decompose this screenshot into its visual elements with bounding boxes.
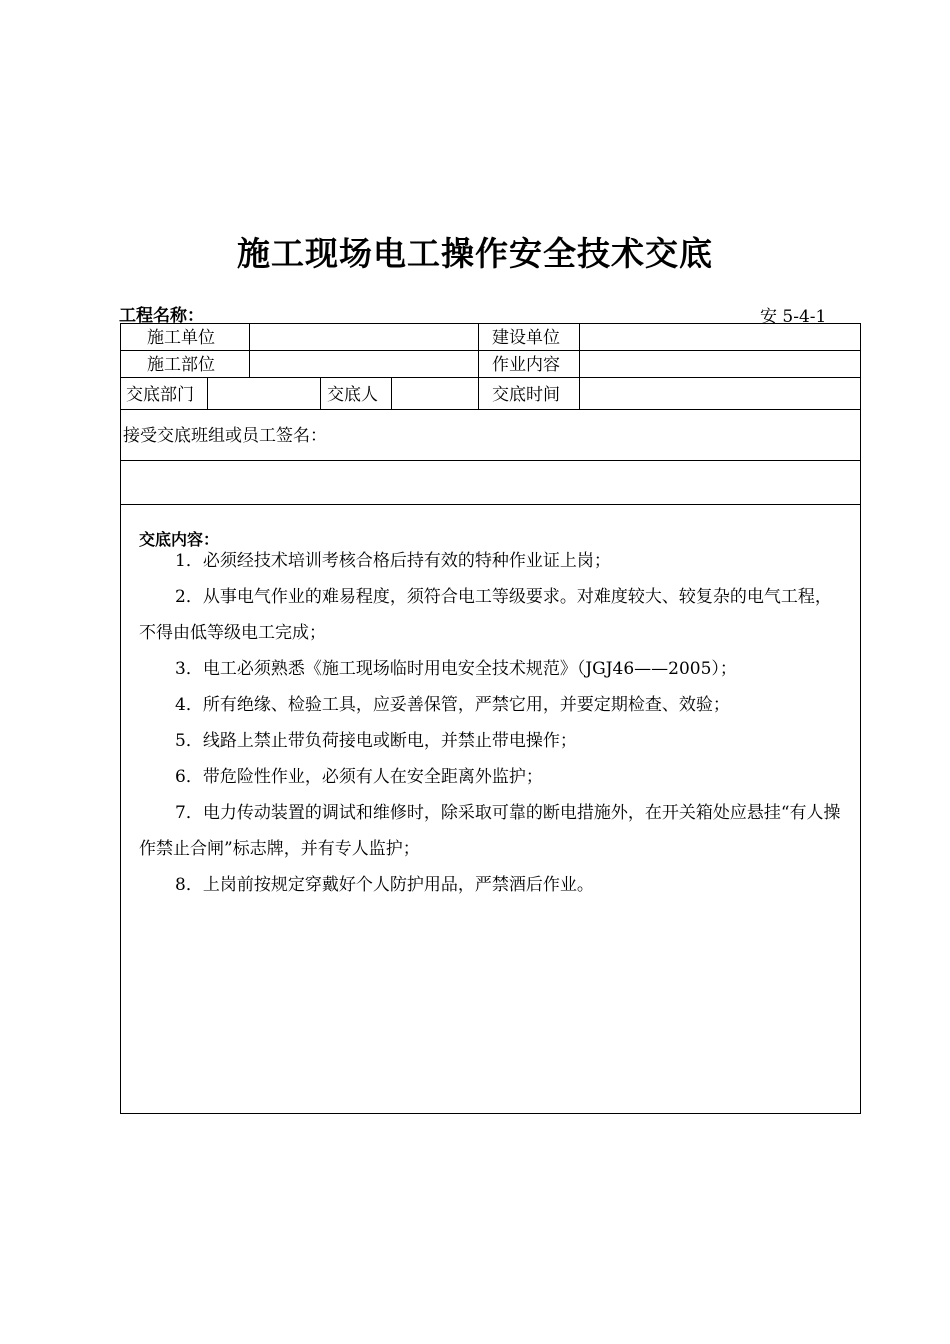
row-divider (120, 377, 861, 378)
column-divider (579, 323, 580, 409)
project-name-label: 工程名称： (119, 306, 204, 326)
column-divider (478, 323, 479, 409)
briefing-department-label: 交底部门 (126, 385, 194, 405)
content-item-1: 1．必须经技术培训考核合格后持有效的特种作业证上岗； (175, 551, 611, 571)
row-divider (120, 504, 861, 505)
content-heading: 交底内容： (139, 530, 220, 549)
row-divider (120, 409, 861, 410)
column-divider (320, 377, 321, 409)
column-divider (249, 323, 250, 377)
content-item-2: 2．从事电气作业的难易程度，须符合电工等级要求。对难度较大、较复杂的电气工程，不得由低等级电工完成； (139, 587, 832, 643)
content-item-8: 8．上岗前按规定穿戴好个人防护用品，严禁酒后作业。 (175, 875, 594, 895)
signature-label: 接受交底班组或员工签名： (123, 426, 327, 446)
row-divider (120, 460, 861, 461)
document-title: 施工现场电工操作安全技术交底 (237, 234, 713, 273)
briefing-person-label: 交底人 (327, 385, 378, 405)
column-divider (391, 377, 392, 409)
briefing-time-label: 交底时间 (492, 385, 560, 405)
content-item-5: 5．线路上禁止带负荷接电或断电，并禁止带电操作； (175, 731, 577, 751)
document-code: 安 5-4-1 (760, 307, 827, 327)
construction-part-label: 施工部位 (147, 355, 215, 375)
column-divider (207, 377, 208, 409)
content-item-6: 6．带危险性作业，必须有人在安全距离外监护； (175, 767, 543, 787)
build-unit-label: 建设单位 (492, 328, 560, 348)
content-item-4: 4．所有绝缘、检验工具，应妥善保管，严禁它用，并要定期检查、效验； (175, 695, 730, 715)
content-item-7: 7．电力传动装置的调试和维修时，除采取可靠的断电措施外，在开关箱处应悬挂“有人操作禁止合闸”标志牌，并有专人监护； (139, 803, 841, 859)
content-item-3: 3．电工必须熟悉《施工现场临时用电安全技术规范》（JGJ46——2005）； (175, 659, 737, 679)
row-divider (120, 350, 861, 351)
work-content-label: 作业内容 (492, 355, 560, 375)
construction-unit-label: 施工单位 (147, 328, 215, 348)
